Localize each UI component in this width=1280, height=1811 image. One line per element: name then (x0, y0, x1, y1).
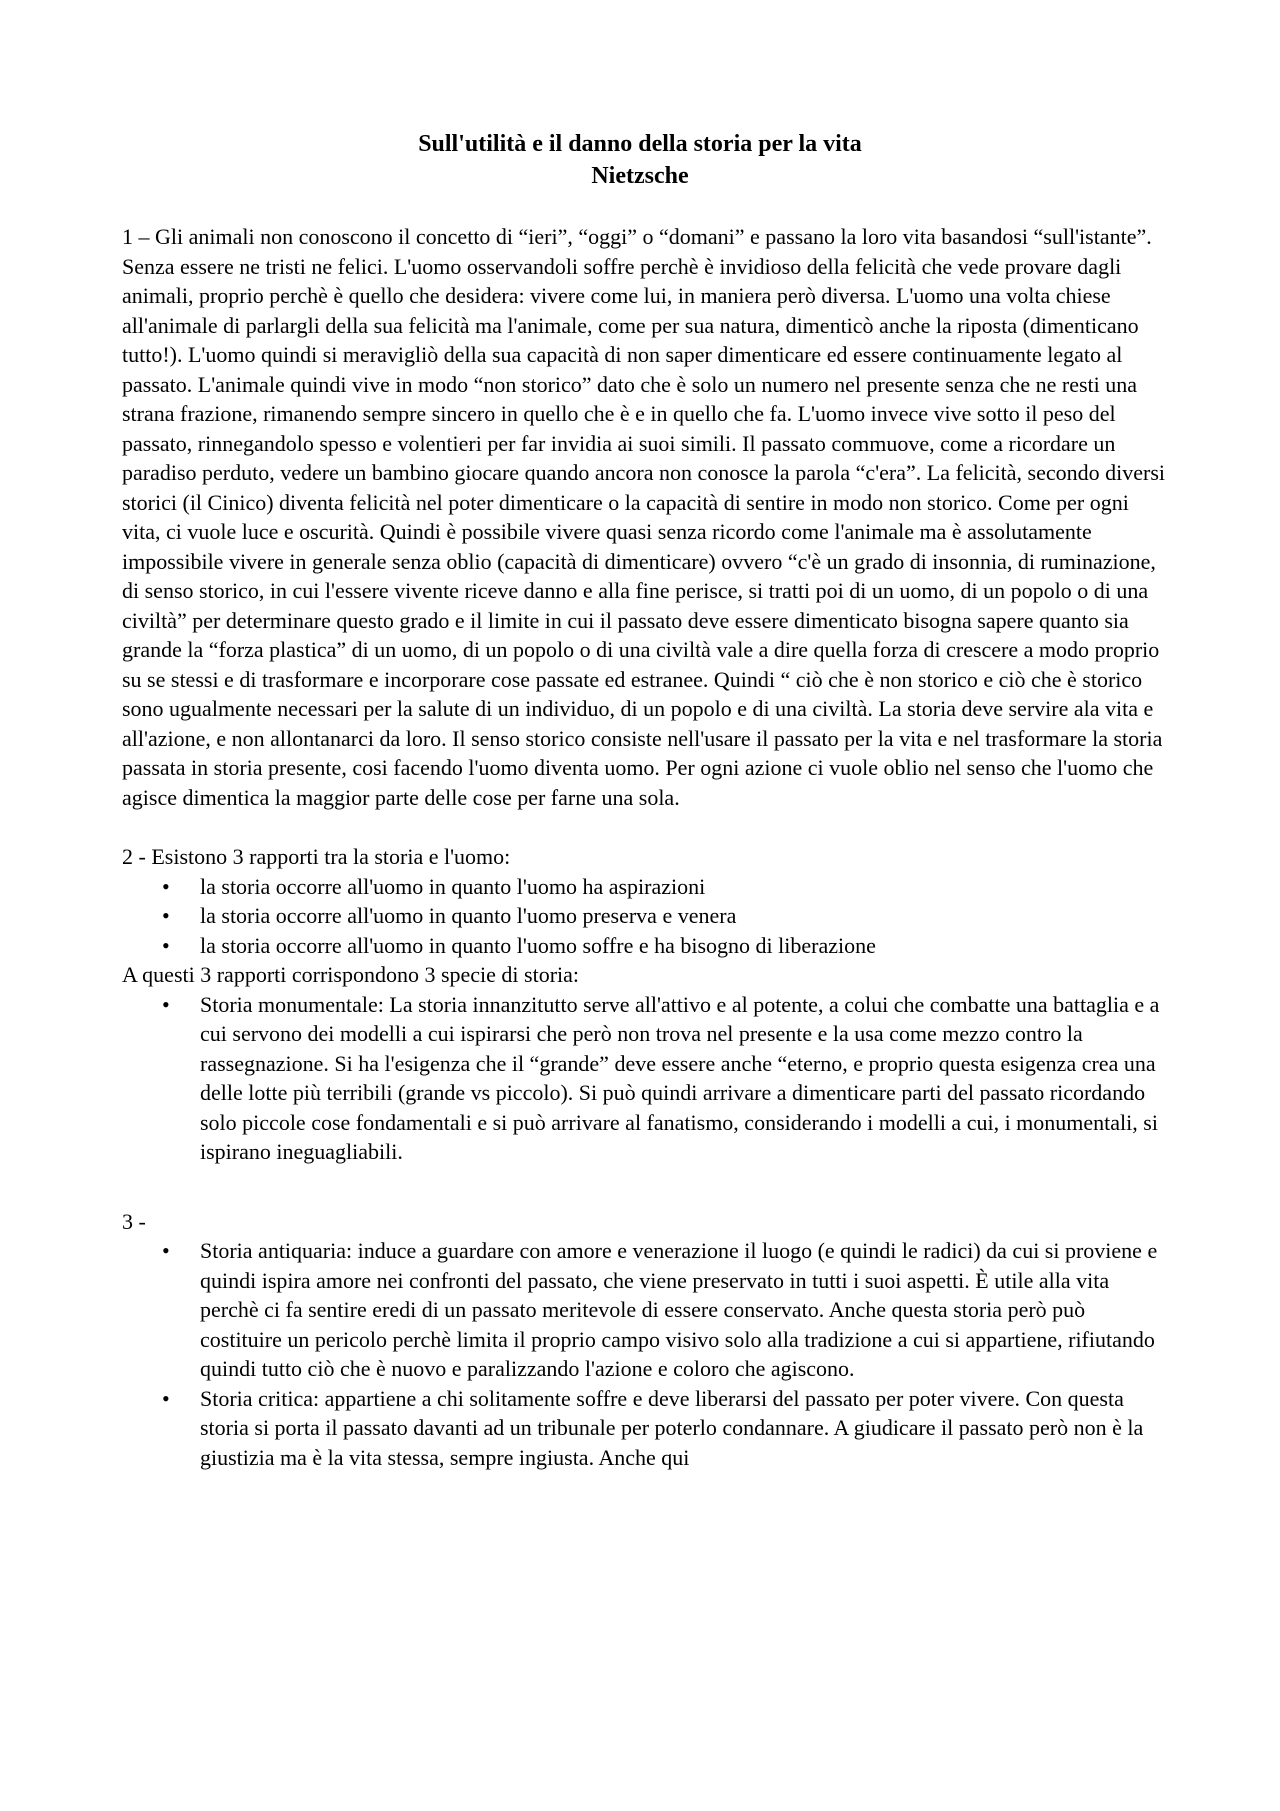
document-body (122, 222, 1170, 1472)
kind-text: Storia antiquaria: induce a guardare con amore e venerazione il luogo (e quindi le radici) da cui si proviene e quindi ispira amore nei confronti del passato, che viene preservato in tutti i suoi aspetti. È utile alla vita perchè ci fa sentire eredi di un passato meritevole di essere conservato. Anche questa storia però può costituire un pericolo perchè limita il proprio campo visivo solo alla tradizione a cui si appartiene, rifiutando quindi tutto ciò che è nuovo e paralizzando l'azione e coloro che agiscono. (200, 1238, 1158, 1381)
relation-text: la storia occorre all'uomo in quanto l'uomo ha aspirazioni (200, 873, 706, 899)
kinds-list (122, 990, 1170, 1167)
kind-text: Storia monumentale: La storia innanzitutto serve all'attivo e al potente, a colui che combatte una battaglia e a cui servono dei modelli a cui ispirarsi che però non trova nel presente e la usa come mezzo contro la rassegnazione. Si ha l'esigenza che il “grande” deve essere anche “eterno, e proprio questa esigenza crea una delle lotte più terribili (grande vs piccolo). Si può quindi arrivare a dimenticare parti del passato ricordando solo piccole cose fondamentali e si può arrivare al fanatismo, considerando i modelli a cui, i monumentali, si ispirano ineguagliabili. (200, 991, 1160, 1164)
bullet-icon: • (162, 991, 170, 1017)
document-author: Nietzsche (591, 163, 689, 189)
list-item (122, 1236, 1170, 1384)
list-item (122, 872, 1170, 902)
bullet-icon: • (162, 873, 170, 899)
title-block (0, 128, 1280, 192)
list-item (122, 931, 1170, 961)
section-1-paragraph: 1 – Gli animali non conoscono il concetto di “ieri”, “oggi” o “domani” e passano la loro vita basandosi “sull'istante”. Senza essere ne tristi ne felici. L'uomo osservandoli soffre perchè è invidioso della felicità che vede provare dagli animali, proprio perchè è quello che desidera: vivere come lui, in maniera però diversa. L'uomo una volta chiese all'animale di parlargli della sua felicità ma l'animale, come per sua natura, dimenticò anche la riposta (dimenticano tutto!). L'uomo quindi si meravigliò della sua capacità di non saper dimenticare ed essere continuamente legato al passato. L'animale quindi vive in modo “non storico” dato che è solo un numero nel presente senza che ne resti una strana frazione, rimanendo sempre sincero in quello che è e in quello che fa. L'uomo invece vive sotto il peso del passato, rinnegandolo spesso e volentieri per far invidia ai suoi simili. Il passato commuove, come a ricordare un paradiso perduto, vedere un bambino giocare quando ancora non conosce la parola “c'era”. La felicità, secondo diversi storici (il Cinico) diventa felicità nel poter dimenticare o la capacità di sentire in modo non storico. Come per ogni vita, ci vuole luce e oscurità. Quindi è possibile vivere quasi senza ricordo come l'animale ma è assolutamente impossibile vivere in generale senza oblio (capacità di dimenticare) ovvero “c'è un grado di insonnia, di ruminazione, di senso storico, in cui l'essere vivente riceve danno e alla fine perisce, si tratti poi di un uomo, di un popolo o di una civiltà” per determinare questo grado e il limite in cui il passato deve essere dimenticato bisogna sapere quanto sia grande la “forza plastica” di un uomo, di un popolo o di una civiltà vale a dire quella forza di crescere a modo proprio su se stessi e di trasformare e incorporare cose passate ed estranee. Quindi “ ciò che è non storico e ciò che è storico sono ugualmente necessari per la salute di un individuo, di un popolo e di una civiltà. La storia deve servire ala vita e all'azione, e non allontanarci da loro. Il senso storico consiste nell'usare il passato per la vita e nel trasformare la storia passata in storia presente, cosi facendo l'uomo diventa uomo. Per ogni azione ci vuole oblio nel senso che l'uomo che agisce dimentica la maggior parte delle cose per farne una sola. (122, 224, 1166, 810)
kind-text: Storia critica: appartiene a chi solitamente soffre e deve liberarsi del passato per poter vivere. Con questa storia si porta il passato davanti ad un tribunale per poterlo condannare. A giudicare il passato però non è la giustizia ma è la vita stessa, sempre ingiusta. Anche qui (200, 1385, 1144, 1470)
bullet-icon: • (162, 1385, 170, 1411)
relation-text: la storia occorre all'uomo in quanto l'uomo soffre e ha bisogno di liberazione (200, 932, 876, 958)
bullet-icon: • (162, 932, 170, 958)
kinds-list-continued (122, 1236, 1170, 1472)
kinds-intro: A questi 3 rapporti corrispondono 3 specie di storia: (122, 962, 580, 987)
bullet-icon: • (162, 903, 170, 928)
relations-list (122, 872, 1170, 961)
list-item (122, 1384, 1170, 1473)
section-2-intro: 2 - Esistono 3 rapporti tra la storia e l'uomo: (122, 844, 511, 869)
relation-text: la storia occorre all'uomo in quanto l'uomo preserva e venera (200, 903, 737, 928)
section-3-label: 3 - (122, 1208, 146, 1234)
paragraph-spacer (122, 812, 1170, 842)
paragraph-spacer (122, 1167, 1170, 1207)
list-item (122, 990, 1170, 1167)
document-title: Sull'utilità e il danno della storia per la vita (418, 131, 862, 157)
bullet-icon: • (162, 1238, 170, 1263)
list-item (122, 901, 1170, 931)
